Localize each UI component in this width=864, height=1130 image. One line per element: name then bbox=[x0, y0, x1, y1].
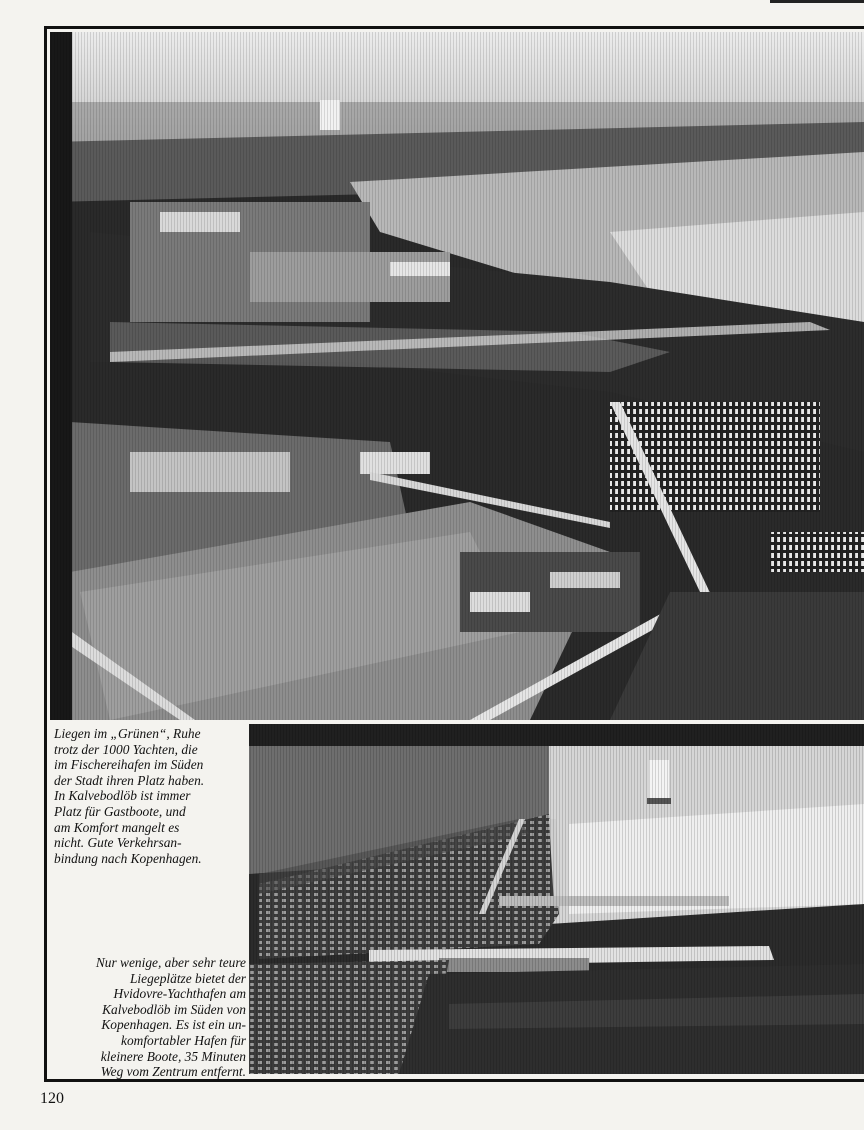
aerial-photo-hvidovre-yacht-harbour bbox=[249, 724, 864, 1074]
page-number: 120 bbox=[40, 1090, 64, 1107]
aerial-photo-fishing-harbour bbox=[50, 32, 864, 720]
caption-fishing-harbour: Liegen im „Grünen“, Ruhe trotz der 1000 Yachten, die im Fischereihafen im Süden der Stadt ihren Platz haben. In Kalvebodlöb ist immer Platz für Gastboote, und am Komfort mangelt es nicht. Gute Verkehrsan- bindung nach Kopenhagen. bbox=[54, 726, 205, 866]
caption-hvidovre-harbour: Nur wenige, aber sehr teure Liegeplätze bietet der Hvidovre-Yachthafen am Kalvebodlöb im Süden von Kopenhagen. Es ist ein un- komfortabler Hafen für kleinere Boote, 35 Minuten Weg vom Zentrum entfernt. bbox=[95, 955, 246, 1080]
top-rule bbox=[770, 0, 864, 3]
